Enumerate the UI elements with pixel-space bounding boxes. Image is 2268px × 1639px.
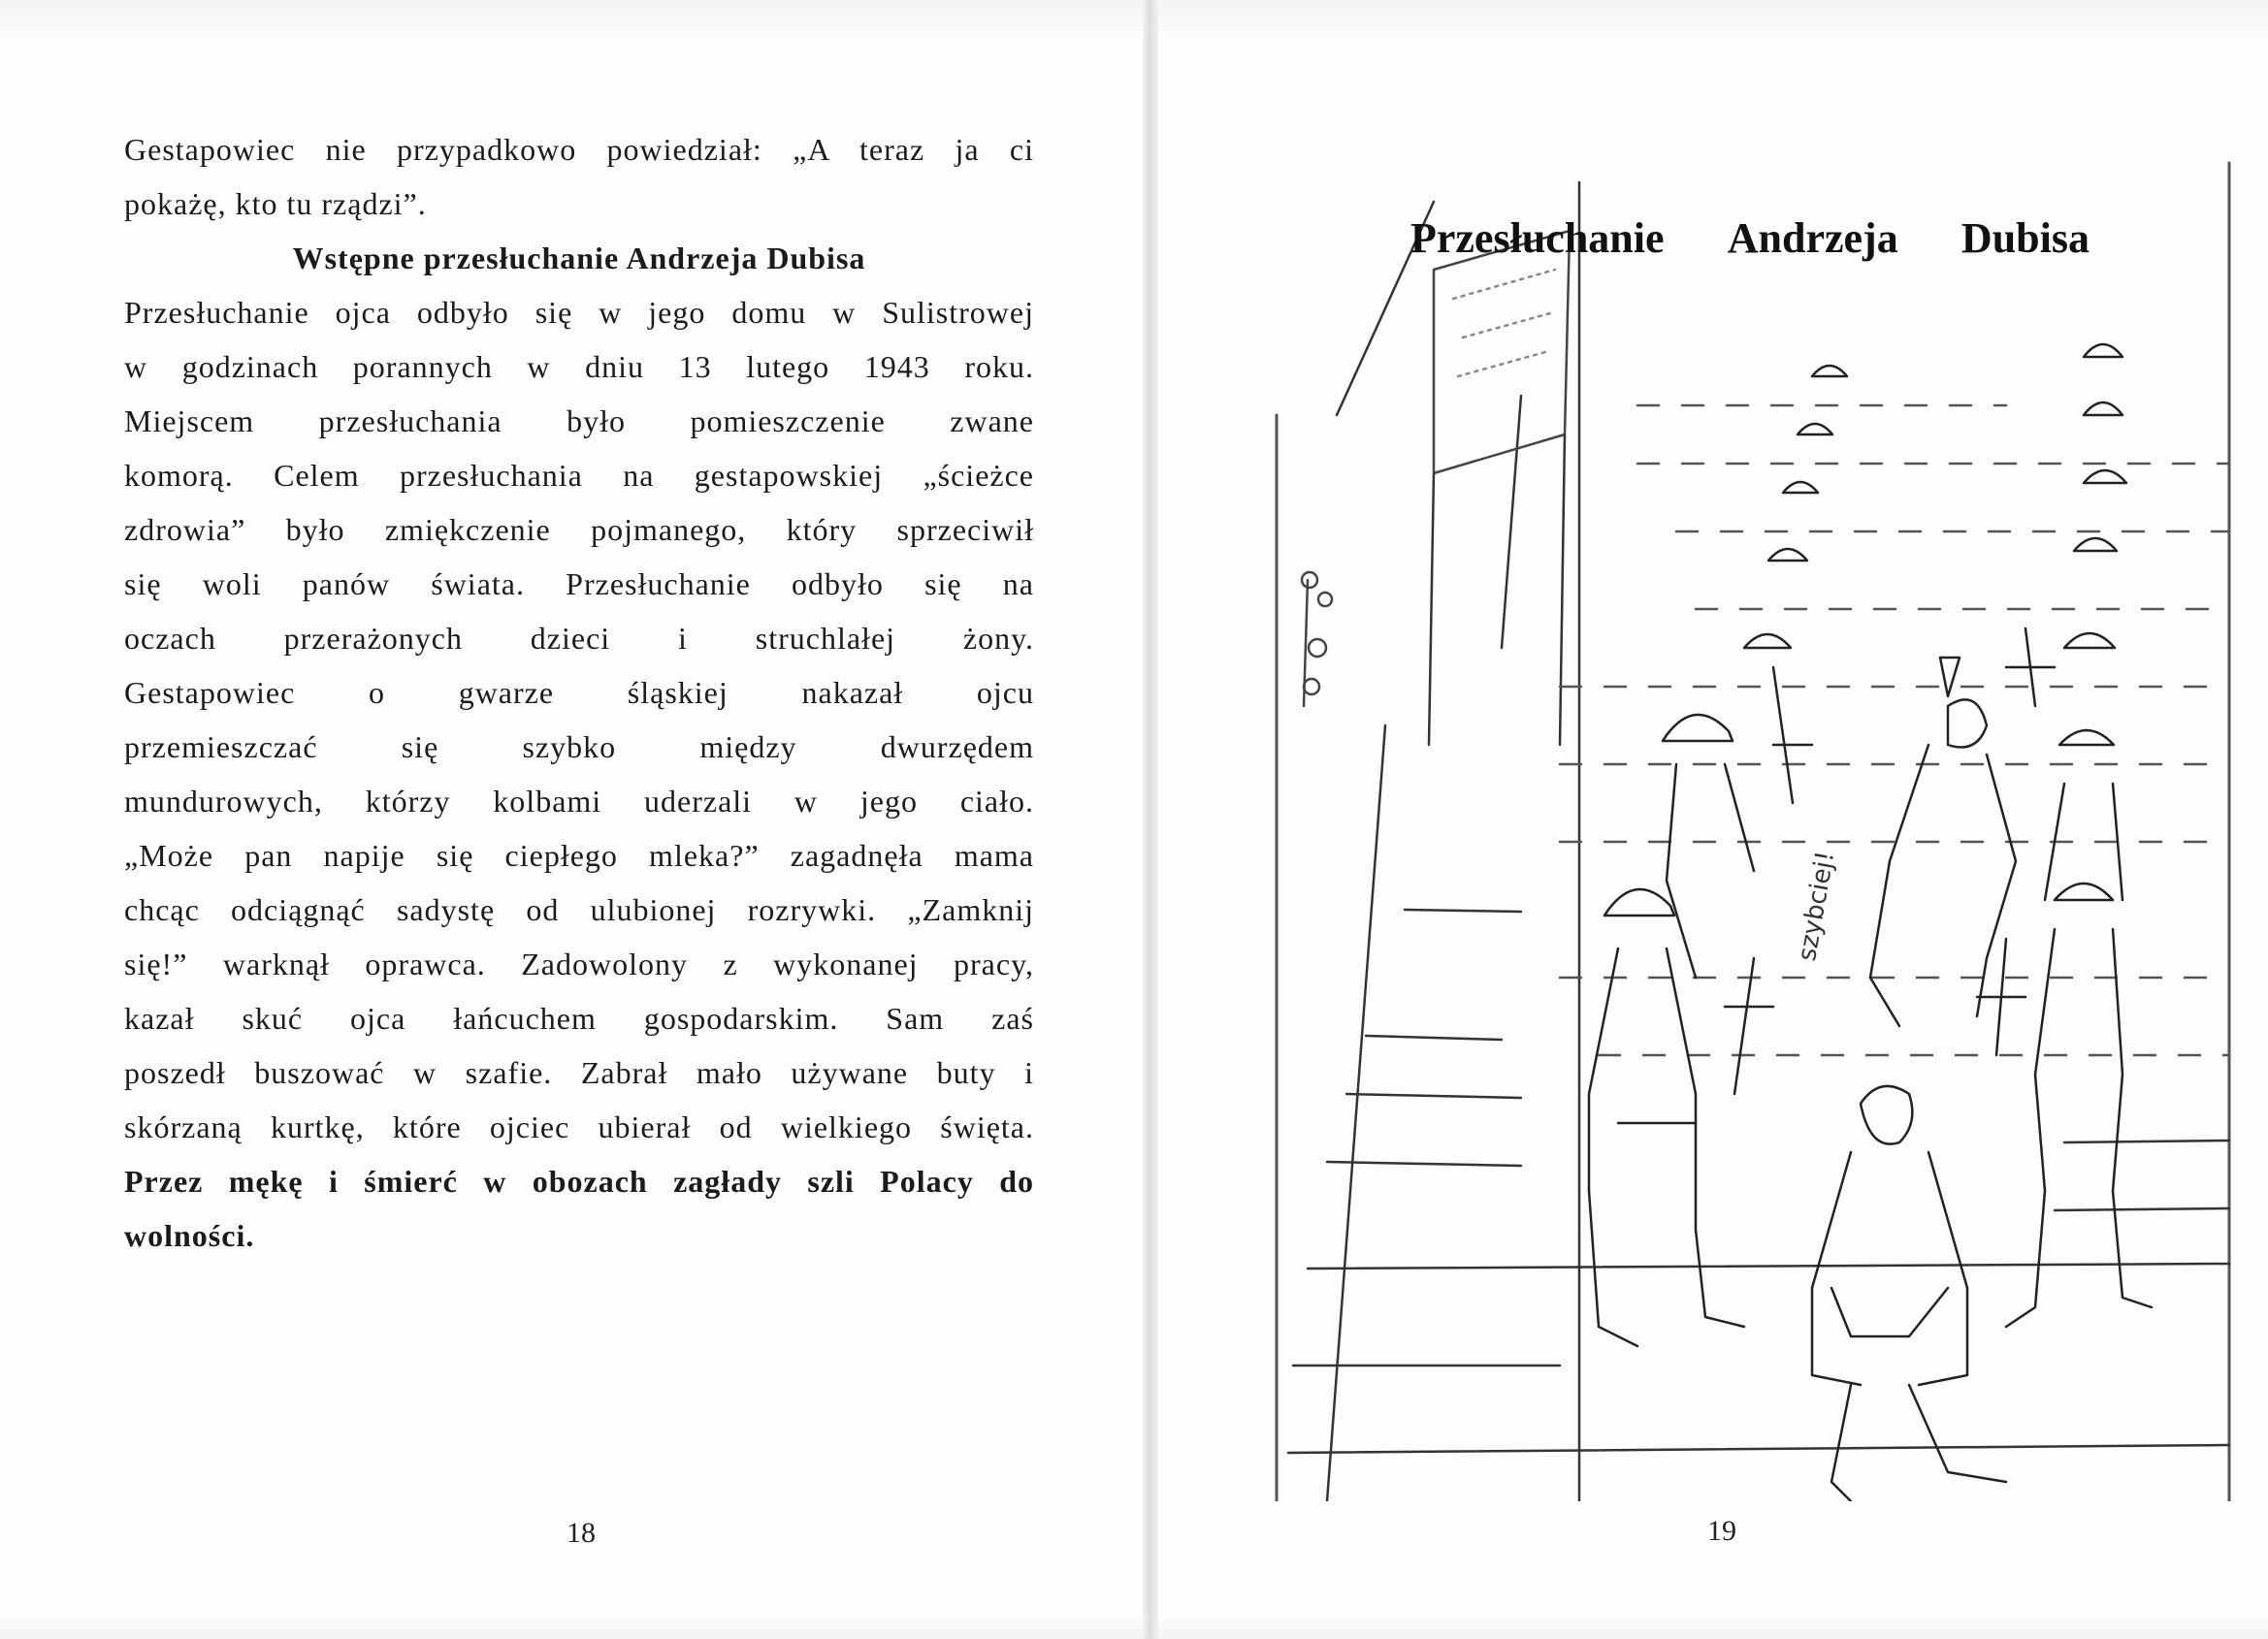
- text-line: „Może pan napije się ciepłego mleka?” zagadnęła mama: [124, 838, 1034, 873]
- title-word: Dubisa: [1960, 214, 2090, 262]
- text-line: mundurowych, którzy kolbami uderzali w jego ciało.: [124, 784, 1034, 819]
- right-page: [1158, 43, 2268, 1614]
- text-line: pokażę, kto tu rządzi”.: [124, 186, 427, 221]
- section-heading: Wstępne przesłuchanie Andrzeja Dubisa: [292, 241, 866, 275]
- text-line: skórzaną kurtkę, które ojciec ubierał od wielkiego święta.: [124, 1109, 1034, 1144]
- text-line: zdrowia” było zmiękczenie pojmanego, który sprzeciwił: [124, 512, 1034, 547]
- title-word: Przesłuchanie: [1410, 214, 1665, 262]
- text-line: w godzinach porannych w dniu 13 lutego 1943 roku.: [124, 349, 1034, 384]
- text-line: poszedł buszować w szafie. Zabrał mało używane buty i: [124, 1055, 1034, 1090]
- text-line: Miejscem przesłuchania było pomieszczenie zwane: [124, 403, 1034, 438]
- illustration-title: [1410, 213, 2090, 263]
- text-line: Gestapowiec o gwarze śląskiej nakazał ojcu: [124, 675, 1034, 710]
- book-gutter: [1143, 0, 1158, 1639]
- text-line: się!” warknął oprawca. Zadowolony z wykonanej pracy,: [124, 947, 1034, 981]
- interrogation-illustration: [1269, 124, 2239, 1501]
- body-text: [124, 122, 1034, 1263]
- text-line: oczach przerażonych dzieci i struchlałej żony.: [124, 621, 1034, 656]
- left-page: [0, 43, 1143, 1614]
- page-number: 18: [567, 1517, 596, 1549]
- closing-bold-line: Przez mękę i śmierć w obozach zagłady szli Polacy do: [124, 1164, 1034, 1199]
- title-word: Andrzeja: [1727, 214, 1898, 262]
- text-line: chcąc odciągnąć sadystę od ulubionej rozrywki. „Zamknij: [124, 892, 1034, 927]
- text-line: komorą. Celem przesłuchania na gestapowskiej „ścieżce: [124, 458, 1034, 493]
- text-line: kazał skuć ojca łańcuchem gospodarskim. Sam zaś: [124, 1001, 1034, 1036]
- text-line: się woli panów świata. Przesłuchanie odbyło się na: [124, 566, 1034, 601]
- caption-text: szybciej!: [1793, 849, 1841, 964]
- page-bottom-edge: [0, 1614, 2268, 1639]
- page-number: 19: [1707, 1515, 1736, 1547]
- closing-bold-line: wolności.: [124, 1218, 255, 1253]
- page-top-edge: [0, 0, 2268, 43]
- text-line: przemieszczać się szybko między dwurzędem: [124, 729, 1034, 764]
- text-line: Przesłuchanie ojca odbyło się w jego domu w Sulistrowej: [124, 295, 1034, 330]
- text-line: Gestapowiec nie przypadkowo powiedział: „A teraz ja ci: [124, 132, 1034, 167]
